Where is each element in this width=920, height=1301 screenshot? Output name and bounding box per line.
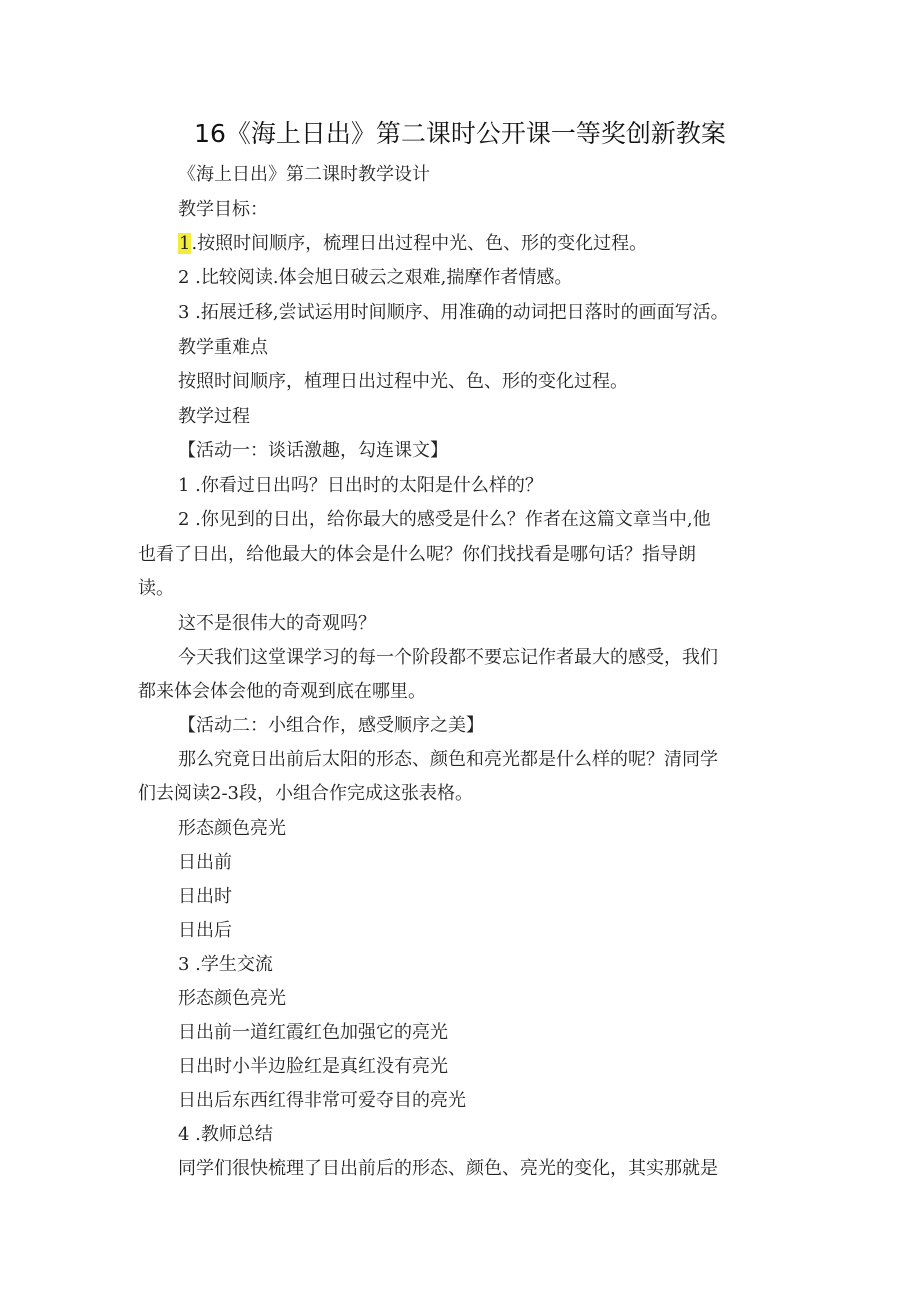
table-header-2: 形态颜色亮光 (178, 988, 286, 1009)
table-row-before: 日出前 (178, 852, 232, 873)
objective-2: 2 .比较阅读.体会旭日破云之艰难,揣摩作者情感。 (178, 267, 573, 288)
table-header-1: 形态颜色亮光 (178, 818, 286, 839)
paragraph-today-cont: 都来体会体会他的奇观到底在哪里。 (138, 681, 426, 702)
answer-row-after: 日出后东西红得非常可爱夺目的亮光 (178, 1090, 466, 1111)
activity-1-item-2-cont: 也看了日出，给他最大的体会是什么呢？你们找找看是哪句话？指导朗 (138, 544, 696, 565)
activity-2-intro-cont: 们去阅读2-3段，小组合作完成这张表格。 (138, 783, 473, 804)
paragraph-today: 今天我们这堂课学习的每一个阶段都不要忘记作者最大的感受，我们 (178, 647, 718, 668)
objective-3: 3 .拓展迁移,尝试运用时间顺序、用准确的动词把日落时的画面写活。 (178, 302, 729, 323)
key-points-text: 按照时间顺序，植理日出过程中光、色、形的变化过程。 (178, 371, 628, 392)
table-row-after: 日出后 (178, 920, 232, 941)
section-heading-objectives: 教学目标： (178, 199, 268, 220)
objective-1-text: .按照时间顺序，梳理日出过程中光、色、形的变化过程。 (191, 233, 648, 254)
activity-2-heading: 【活动二：小组合作，感受顺序之美】 (178, 715, 484, 736)
teacher-summary: 同学们很快梳理了日出前后的形态、颜色、亮光的变化，其实那就是 (178, 1158, 718, 1179)
activity-1-item-1: 1 .你看过日出吗？日出时的太阳是什么样的？ (178, 475, 543, 496)
activity-2-intro: 那么究竟日出前后太阳的形态、颜色和亮光都是什么样的呢？清同学 (178, 749, 718, 770)
answer-row-during: 日出时小半边脸红是真红没有亮光 (178, 1056, 448, 1077)
activity-1-item-2-end: 读。 (138, 578, 174, 599)
step-4-heading: 4 .教师总结 (178, 1124, 273, 1145)
section-heading-key-points: 教学重难点 (178, 337, 268, 358)
document-title: 16《海上日出》第二课时公开课一等奖创新教案 (194, 119, 726, 148)
step-3-heading: 3 .学生交流 (178, 954, 273, 975)
section-heading-process: 教学过程 (178, 406, 250, 427)
activity-1-item-2: 2 .你见到的日出，给你最大的感受是什么？作者在这篇文章当中,他 (178, 509, 711, 530)
paragraph-wonder: 这不是很伟大的奇观吗？ (178, 613, 376, 634)
activity-1-heading: 【活动一：谈话激趣，勾连课文】 (178, 440, 448, 461)
highlight-mark: 1 (179, 233, 191, 254)
objective-1 (178, 229, 647, 255)
subtitle: 《海上日出》第二课时教学设计 (178, 164, 430, 185)
table-row-during: 日出时 (178, 886, 232, 907)
answer-row-before: 日出前一道红霞红色加强它的亮光 (178, 1022, 448, 1043)
